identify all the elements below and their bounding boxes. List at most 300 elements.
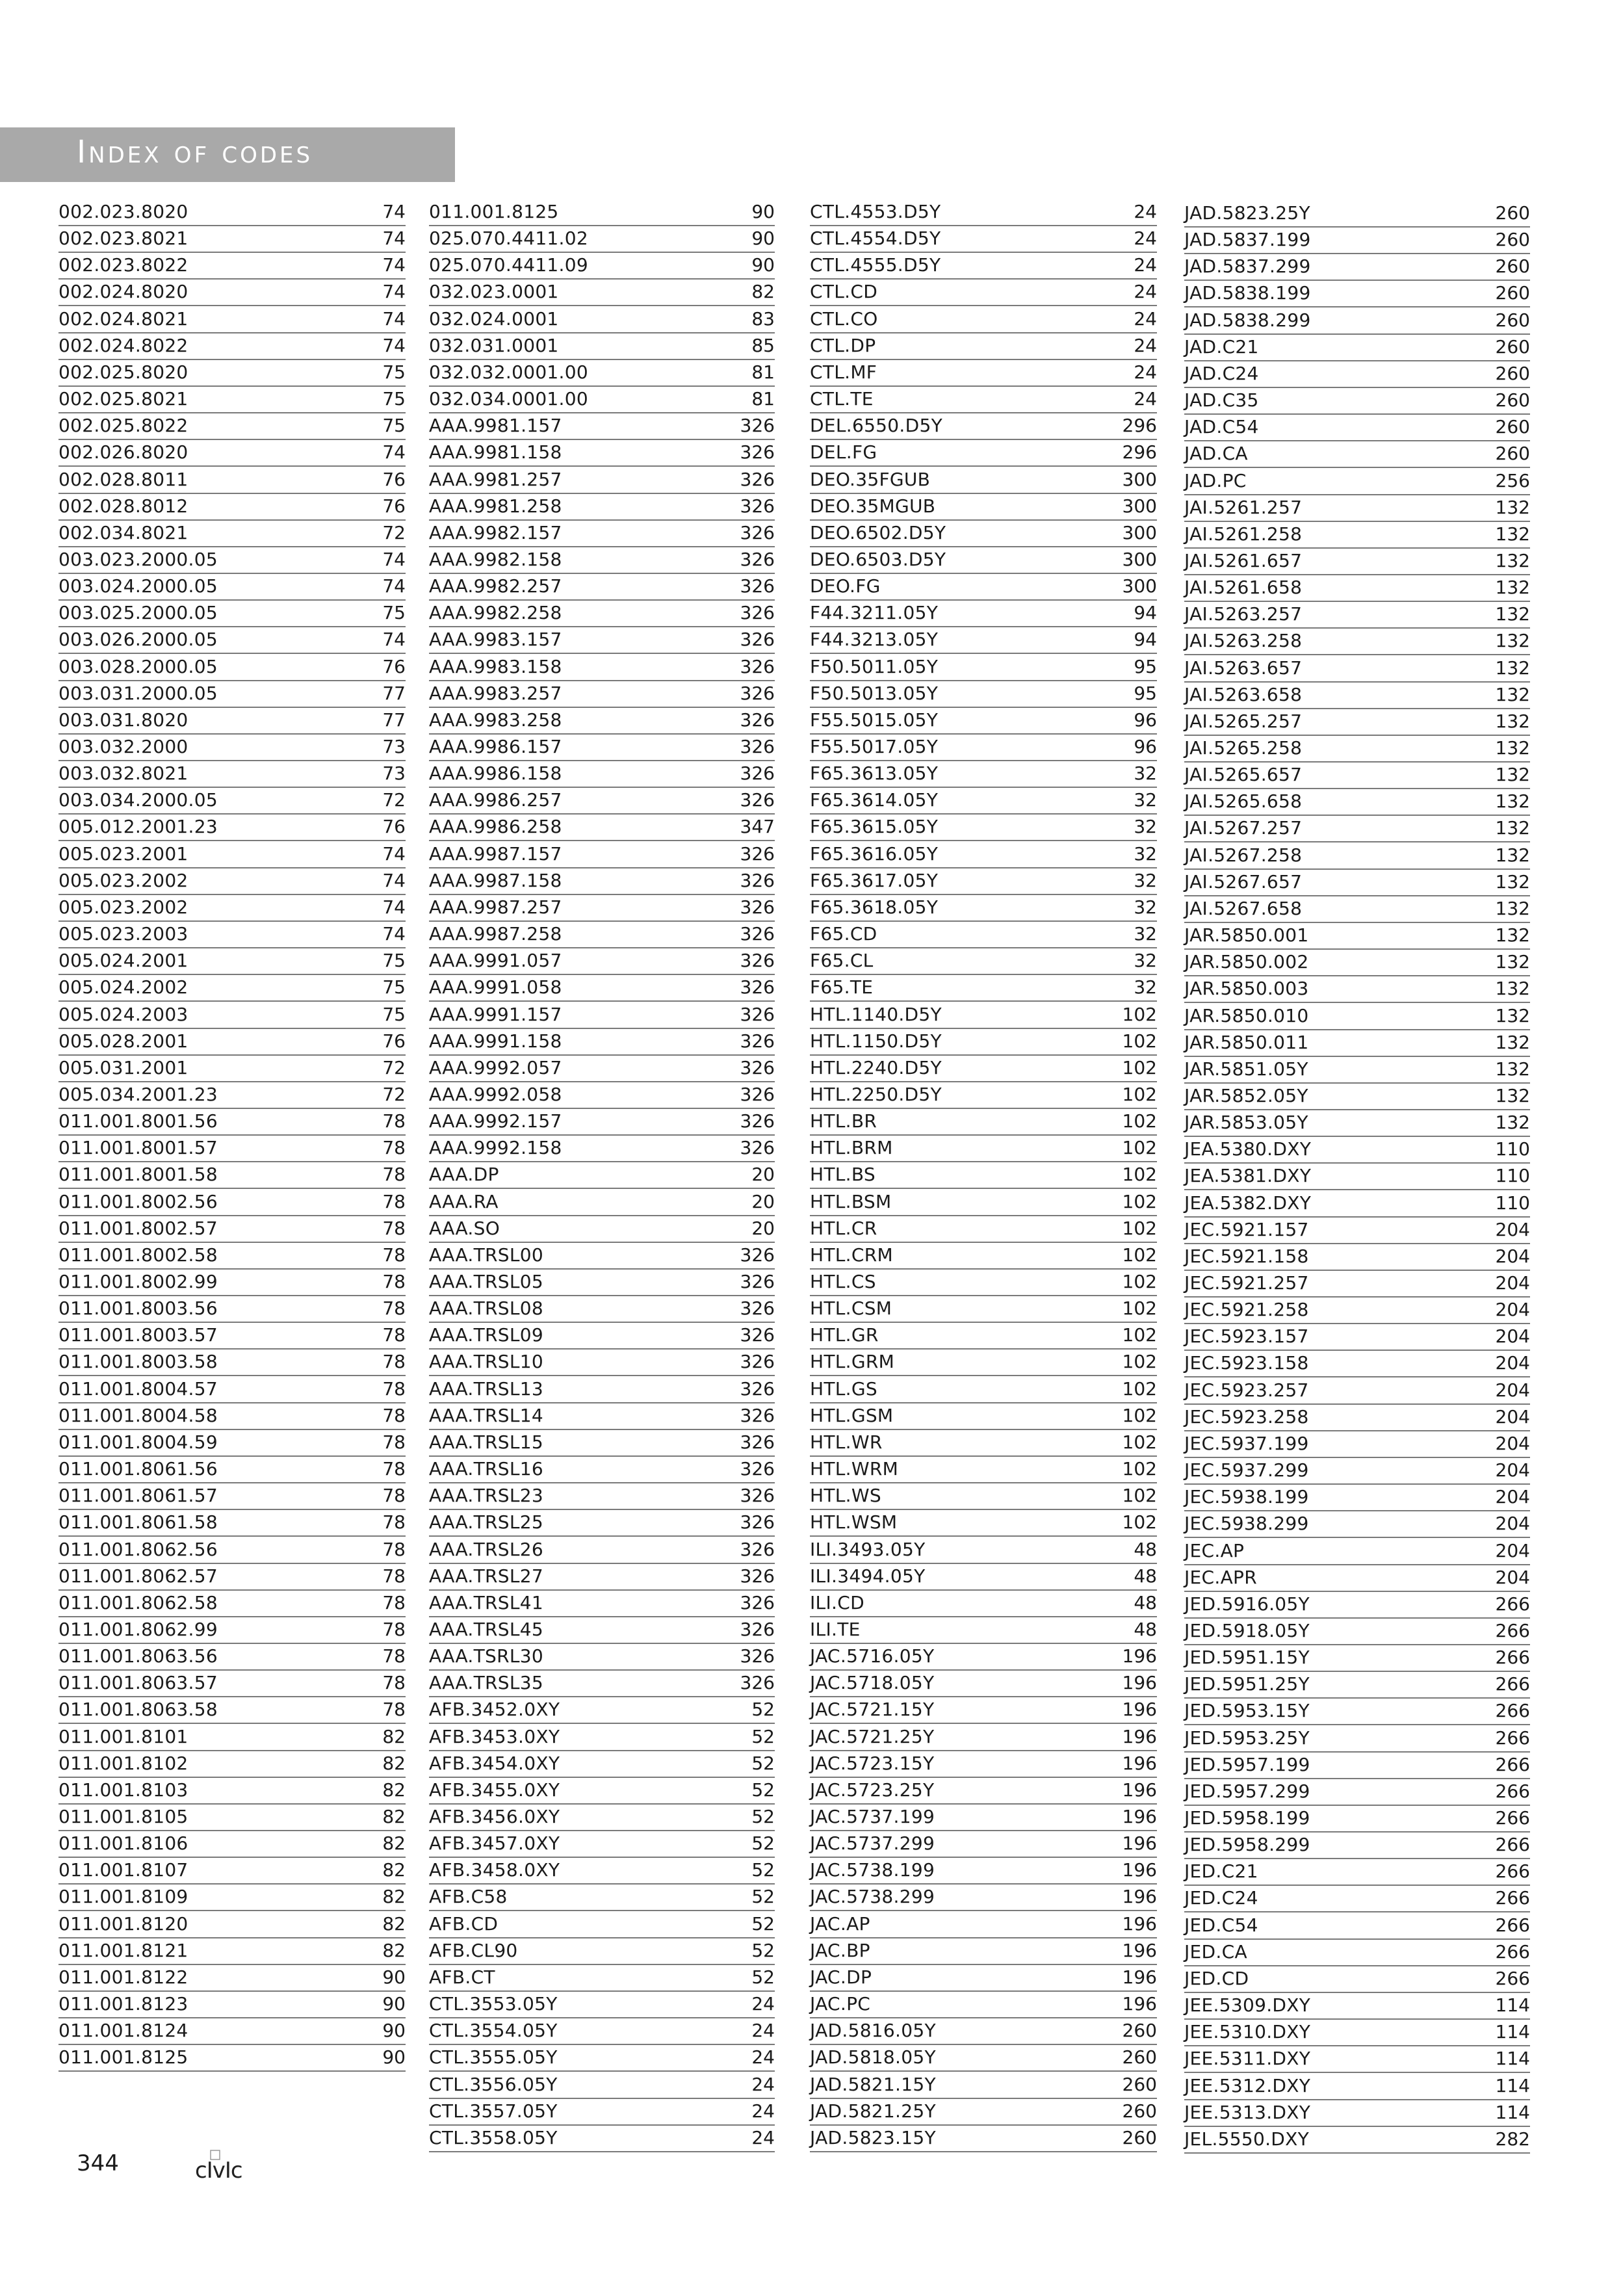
page-reference: 132: [1495, 1084, 1530, 1106]
index-row: [429, 1323, 775, 1350]
page-reference: 132: [1495, 1004, 1530, 1026]
product-code: 032.031.0001: [429, 334, 559, 356]
index-row: [58, 440, 406, 467]
index-row: [58, 2018, 406, 2045]
product-code: 002.034.8021: [58, 521, 188, 543]
index-row: [429, 1912, 775, 1938]
product-code: 003.028.2000.05: [58, 655, 218, 677]
index-row: [58, 1591, 406, 1617]
index-row: [810, 1510, 1157, 1537]
page-reference: 78: [382, 1431, 406, 1453]
product-code: JAC.5737.199: [810, 1806, 935, 1827]
page-reference: 266: [1495, 1860, 1530, 1883]
index-row: [1184, 763, 1530, 789]
index-row: [429, 2072, 775, 2099]
page-reference: 74: [382, 842, 406, 865]
index-row: [1184, 1431, 1530, 1458]
index-row: [810, 2045, 1157, 2072]
product-code: CTL.3553.05Y: [429, 1993, 558, 2015]
product-code: AFB.3456.0XY: [429, 1806, 560, 1827]
product-code: 011.001.8101: [58, 1725, 188, 1747]
product-code: AAA.9987.258: [429, 923, 562, 945]
page-reference: 20: [751, 1217, 775, 1239]
page-reference: 300: [1122, 575, 1157, 597]
page-reference: 82: [382, 1725, 406, 1747]
product-code: JAR.5851.05Y: [1184, 1058, 1308, 1080]
page-reference: 204: [1495, 1245, 1530, 1267]
product-code: 011.001.8063.58: [58, 1699, 218, 1721]
page-reference: 326: [740, 1404, 775, 1426]
product-code: JEE.5310.DXY: [1184, 2021, 1311, 2043]
index-row: [58, 1831, 406, 1858]
index-row: [58, 1725, 406, 1751]
product-code: ILI.3493.05Y: [810, 1538, 926, 1560]
index-row: [429, 1671, 775, 1697]
page-reference: 266: [1495, 1593, 1530, 1615]
page-reference: 24: [1134, 307, 1157, 330]
product-code: 011.001.8105: [58, 1806, 188, 1827]
page-reference: 24: [1134, 334, 1157, 356]
index-row: [810, 1029, 1157, 1056]
page-reference: 24: [1134, 361, 1157, 383]
page-reference: 95: [1134, 682, 1157, 704]
product-code: HTL.CSM: [810, 1298, 892, 1320]
product-code: HTL.WRM: [810, 1458, 899, 1480]
page-reference: 32: [1134, 869, 1157, 891]
index-row: [810, 2126, 1157, 2152]
index-row: [810, 1564, 1157, 1591]
page-reference: 326: [740, 1672, 775, 1694]
page-reference: 32: [1134, 923, 1157, 945]
page-reference: 347: [740, 816, 775, 838]
index-row: [429, 627, 775, 654]
product-code: JAC.5721.25Y: [810, 1725, 935, 1747]
page-reference: 102: [1122, 1190, 1157, 1212]
page-reference: 326: [740, 789, 775, 811]
index-row: [1184, 1164, 1530, 1190]
page-reference: 32: [1134, 896, 1157, 918]
index-row: [58, 307, 406, 333]
page-reference: 326: [740, 495, 775, 517]
product-code: AAA.TRSL05: [429, 1271, 543, 1292]
index-row: [429, 1617, 775, 1644]
index-row: [429, 1377, 775, 1403]
index-row: [1184, 1645, 1530, 1672]
product-code: 003.031.8020: [58, 709, 188, 731]
page-reference: 266: [1495, 1967, 1530, 1989]
product-code: HTL.BS: [810, 1164, 876, 1186]
product-code: AAA.TRSL25: [429, 1511, 543, 1533]
page-reference: 102: [1122, 1030, 1157, 1052]
index-row: [58, 761, 406, 788]
product-code: JAI.5265.257: [1184, 710, 1303, 732]
page-reference: 196: [1122, 1725, 1157, 1747]
page-reference: 326: [740, 415, 775, 437]
index-row: [429, 1483, 775, 1510]
index-row: [810, 842, 1157, 868]
index-row: [1184, 1940, 1530, 1966]
product-code: JAD.5837.199: [1184, 229, 1311, 251]
product-code: AAA.TRSL45: [429, 1618, 543, 1640]
product-code: JEC.5937.299: [1184, 1459, 1309, 1481]
product-code: JAD.5816.05Y: [810, 2020, 936, 2042]
product-code: JEE.5313.DXY: [1184, 2101, 1311, 2123]
index-row: [429, 1992, 775, 2018]
product-code: F65.3615.05Y: [810, 816, 939, 838]
page-reference: 204: [1495, 1539, 1530, 1561]
product-code: JEA.5380.DXY: [1184, 1138, 1312, 1160]
product-code: AAA.9991.057: [429, 950, 562, 972]
product-code: 011.001.8125: [429, 201, 559, 222]
product-code: JAD.C35: [1184, 389, 1259, 411]
page-reference: 78: [382, 1164, 406, 1186]
page-reference: 266: [1495, 1780, 1530, 1802]
product-code: CTL.MF: [810, 361, 877, 383]
product-code: 011.001.8003.57: [58, 1324, 218, 1346]
page-reference: 52: [751, 1806, 775, 1827]
product-code: 011.001.8063.57: [58, 1672, 218, 1694]
product-code: 002.028.8012: [58, 495, 188, 517]
page-reference: 326: [740, 1110, 775, 1132]
product-code: 011.001.8002.56: [58, 1190, 218, 1212]
index-row: [58, 1564, 406, 1591]
page-reference: 24: [751, 2126, 775, 2148]
page-reference: 102: [1122, 1003, 1157, 1025]
index-row: [1184, 1993, 1530, 2020]
page-reference: 326: [740, 602, 775, 624]
product-code: JEC.5923.257: [1184, 1379, 1309, 1401]
index-row: [1184, 629, 1530, 655]
page-reference: 132: [1495, 577, 1530, 599]
page-reference: 75: [382, 415, 406, 437]
page-reference: 82: [751, 281, 775, 303]
product-code: JED.5958.199: [1184, 1807, 1310, 1829]
page-reference: 326: [740, 682, 775, 704]
product-code: JAC.BP: [810, 1939, 870, 1961]
product-code: HTL.GR: [810, 1324, 879, 1346]
svg-text:cIvIc: cIvIc: [195, 2158, 242, 2182]
page-reference: 204: [1495, 1299, 1530, 1321]
product-code: CTL.4555.D5Y: [810, 254, 941, 276]
page-reference: 72: [382, 521, 406, 543]
page-reference: 260: [1495, 335, 1530, 358]
index-row: [810, 975, 1157, 1002]
page-reference: 102: [1122, 1298, 1157, 1320]
page-reference: 75: [382, 602, 406, 624]
index-row: [429, 2099, 775, 2126]
index-row: [58, 200, 406, 226]
product-code: HTL.1150.D5Y: [810, 1030, 942, 1052]
index-row: [429, 842, 775, 868]
page-reference: 52: [751, 1833, 775, 1855]
product-code: 002.024.8020: [58, 281, 188, 303]
product-code: JAC.5737.299: [810, 1833, 935, 1855]
page-reference: 260: [1122, 2126, 1157, 2148]
product-code: F65.3618.05Y: [810, 896, 939, 918]
product-code: JEC.5923.258: [1184, 1405, 1309, 1428]
product-code: JEC.AP: [1184, 1539, 1245, 1561]
index-row: [1184, 441, 1530, 468]
page-reference: 266: [1495, 1753, 1530, 1775]
product-code: AFB.3454.0XY: [429, 1752, 560, 1774]
index-row: [810, 1136, 1157, 1162]
product-code: 003.025.2000.05: [58, 602, 218, 624]
page-reference: 24: [751, 2046, 775, 2068]
index-row: [429, 1965, 775, 1992]
product-code: JAI.5261.657: [1184, 549, 1303, 571]
index-row: [58, 1510, 406, 1537]
product-code: JED.5953.25Y: [1184, 1727, 1310, 1749]
product-code: 011.001.8121: [58, 1939, 188, 1961]
page-reference: 90: [751, 201, 775, 222]
page-reference: 114: [1495, 2021, 1530, 2043]
product-code: JAD.5823.25Y: [1184, 202, 1310, 224]
page-reference: 90: [382, 2020, 406, 2042]
page-reference: 326: [740, 1137, 775, 1159]
product-code: AAA.9986.258: [429, 816, 562, 838]
index-row: [810, 1082, 1157, 1109]
index-row: [1184, 1859, 1530, 1886]
product-code: 005.023.2002: [58, 896, 188, 918]
product-code: DEO.6503.D5Y: [810, 548, 946, 570]
page-reference: 78: [382, 1672, 406, 1694]
index-row: [810, 1190, 1157, 1216]
page-reference: 204: [1495, 1379, 1530, 1401]
product-code: JAC.DP: [810, 1966, 872, 1988]
product-code: JAI.5263.658: [1184, 683, 1303, 705]
product-code: JAR.5850.011: [1184, 1031, 1309, 1053]
index-row: [58, 895, 406, 922]
index-row: [1184, 575, 1530, 602]
index-row: [58, 1082, 406, 1109]
page-reference: 326: [740, 548, 775, 570]
page-reference: 102: [1122, 1083, 1157, 1105]
page-reference: 24: [1134, 388, 1157, 410]
index-row: [429, 1805, 775, 1831]
index-row: [58, 413, 406, 440]
index-row: [1184, 308, 1530, 335]
index-row: [429, 1136, 775, 1162]
page-reference: 260: [1495, 282, 1530, 304]
product-code: CTL.3557.05Y: [429, 2100, 558, 2122]
index-row: [429, 1162, 775, 1189]
page-reference: 76: [382, 1030, 406, 1052]
index-row: [810, 788, 1157, 815]
product-code: F44.3211.05Y: [810, 602, 939, 624]
index-row: [429, 467, 775, 494]
page-reference: 326: [740, 441, 775, 463]
page-reference: 78: [382, 1485, 406, 1507]
page-reference: 326: [740, 1298, 775, 1320]
index-row: [1184, 789, 1530, 816]
product-code: JAD.5821.15Y: [810, 2073, 936, 2095]
index-row: [1184, 950, 1530, 976]
page-reference: 78: [382, 1244, 406, 1266]
product-code: CTL.3558.05Y: [429, 2126, 558, 2148]
page-reference: 326: [740, 1271, 775, 1292]
product-code: JEA.5382.DXY: [1184, 1192, 1312, 1214]
product-code: AAA.9983.158: [429, 655, 562, 677]
index-row: [429, 2045, 775, 2072]
page-reference: 132: [1495, 817, 1530, 839]
page-reference: 78: [382, 1298, 406, 1320]
index-row: [58, 1457, 406, 1483]
product-code: HTL.WS: [810, 1485, 881, 1507]
page-reference: 196: [1122, 1966, 1157, 1988]
index-row: [429, 200, 775, 226]
index-row: [1184, 2074, 1530, 2100]
index-row: [1184, 1833, 1530, 1859]
page-reference: 132: [1495, 951, 1530, 973]
index-row: [58, 1162, 406, 1189]
index-row: [810, 735, 1157, 761]
index-row: [810, 440, 1157, 467]
product-code: JEC.APR: [1184, 1566, 1257, 1588]
product-code: HTL.CS: [810, 1271, 876, 1292]
index-row: [1184, 2127, 1530, 2154]
index-row: [58, 1243, 406, 1270]
page-reference: 282: [1495, 2128, 1530, 2150]
page-reference: 326: [740, 950, 775, 972]
product-code: 002.025.8022: [58, 415, 188, 437]
index-row: [810, 1992, 1157, 2018]
product-code: 011.001.8107: [58, 1859, 188, 1881]
page-reference: 52: [751, 1752, 775, 1774]
index-row: [429, 1537, 775, 1564]
index-row: [429, 494, 775, 521]
product-code: JAC.5738.199: [810, 1859, 935, 1881]
index-row: [1184, 1271, 1530, 1298]
product-code: JAC.5723.25Y: [810, 1779, 935, 1801]
index-row: [810, 360, 1157, 387]
product-code: 011.001.8004.57: [58, 1377, 218, 1400]
product-code: AAA.9986.157: [429, 736, 562, 757]
page-reference: 95: [1134, 655, 1157, 677]
page-reference: 260: [1122, 2073, 1157, 2095]
page-reference: 90: [382, 1966, 406, 1988]
product-code: AAA.TRSL08: [429, 1298, 543, 1320]
index-row: [58, 1029, 406, 1056]
page-reference: 326: [740, 1538, 775, 1560]
page-reference: 82: [382, 1833, 406, 1855]
page-reference: 78: [382, 1137, 406, 1159]
page-reference: 102: [1122, 1244, 1157, 1266]
index-row: [1184, 1886, 1530, 1912]
product-code: JAD.CA: [1184, 443, 1248, 465]
index-row: [429, 360, 775, 387]
index-row: [1184, 1966, 1530, 1993]
page-reference: 260: [1495, 416, 1530, 438]
index-row: [58, 1965, 406, 1992]
product-code: AAA.9992.158: [429, 1137, 562, 1159]
index-row: [429, 1216, 775, 1243]
product-code: 011.001.8062.99: [58, 1618, 218, 1640]
page-reference: 132: [1495, 1031, 1530, 1053]
product-code: HTL.2250.D5Y: [810, 1083, 942, 1105]
index-row: [810, 1831, 1157, 1858]
index-row: [810, 1403, 1157, 1430]
product-code: JAC.AP: [810, 1912, 870, 1935]
product-code: AAA.9982.157: [429, 521, 562, 543]
product-code: JAC.5738.299: [810, 1886, 935, 1908]
index-row: [1184, 896, 1530, 923]
page-reference: 52: [751, 1779, 775, 1801]
index-row: [58, 655, 406, 681]
index-row: [58, 1002, 406, 1029]
index-row: [58, 1296, 406, 1323]
page-reference: 78: [382, 1591, 406, 1613]
product-code: AAA.RA: [429, 1190, 499, 1212]
product-code: JAC.5716.05Y: [810, 1645, 935, 1667]
page-reference: 52: [751, 1939, 775, 1961]
page-reference: 204: [1495, 1459, 1530, 1481]
page-reference: 260: [1495, 443, 1530, 465]
product-code: JEC.5923.157: [1184, 1325, 1309, 1348]
product-code: CTL.4554.D5Y: [810, 228, 941, 250]
page-reference: 90: [751, 228, 775, 250]
page-reference: 78: [382, 1271, 406, 1292]
product-code: 003.031.2000.05: [58, 682, 218, 704]
index-row: [1184, 281, 1530, 307]
page-reference: 78: [382, 1538, 406, 1560]
page-reference: 204: [1495, 1566, 1530, 1588]
page-reference: 75: [382, 361, 406, 383]
product-code: HTL.GS: [810, 1377, 877, 1400]
product-code: AFB.C58: [429, 1886, 508, 1908]
product-code: 032.034.0001.00: [429, 388, 588, 410]
index-row: [58, 1644, 406, 1671]
product-code: JAR.5850.003: [1184, 978, 1309, 1000]
index-row: [1184, 816, 1530, 842]
page-reference: 132: [1495, 710, 1530, 732]
page-reference: 132: [1495, 870, 1530, 893]
product-code: JAC.5723.15Y: [810, 1752, 935, 1774]
page-reference: 77: [382, 682, 406, 704]
product-code: AAA.9991.157: [429, 1003, 562, 1025]
product-code: JED.5918.05Y: [1184, 1619, 1310, 1641]
page-reference: 260: [1122, 2046, 1157, 2068]
index-row: [810, 333, 1157, 360]
index-row: [810, 895, 1157, 922]
page-reference: 326: [740, 521, 775, 543]
page-reference: 82: [382, 1912, 406, 1935]
index-row: [58, 1403, 406, 1430]
index-row: [1184, 1191, 1530, 1218]
product-code: HTL.1140.D5Y: [810, 1003, 942, 1025]
page-reference: 204: [1495, 1352, 1530, 1374]
page-reference: 196: [1122, 1672, 1157, 1694]
index-row: [429, 1350, 775, 1376]
product-code: JEC.5938.199: [1184, 1486, 1309, 1508]
page-reference: 132: [1495, 603, 1530, 625]
product-code: JED.5957.299: [1184, 1780, 1310, 1802]
page-reference: 132: [1495, 630, 1530, 652]
page-reference: 102: [1122, 1217, 1157, 1239]
index-row: [810, 307, 1157, 333]
page-reference: 52: [751, 1912, 775, 1935]
page-reference: 132: [1495, 764, 1530, 786]
index-row: [810, 922, 1157, 948]
product-code: JEC.5921.257: [1184, 1272, 1309, 1294]
product-code: F65.3616.05Y: [810, 842, 939, 865]
product-code: JAI.5261.257: [1184, 496, 1303, 518]
page-reference: 260: [1122, 2020, 1157, 2042]
product-code: 002.023.8021: [58, 228, 188, 250]
page-reference: 260: [1495, 362, 1530, 384]
index-row: [429, 681, 775, 708]
product-code: 011.001.8106: [58, 1833, 188, 1855]
index-row: [58, 1671, 406, 1697]
